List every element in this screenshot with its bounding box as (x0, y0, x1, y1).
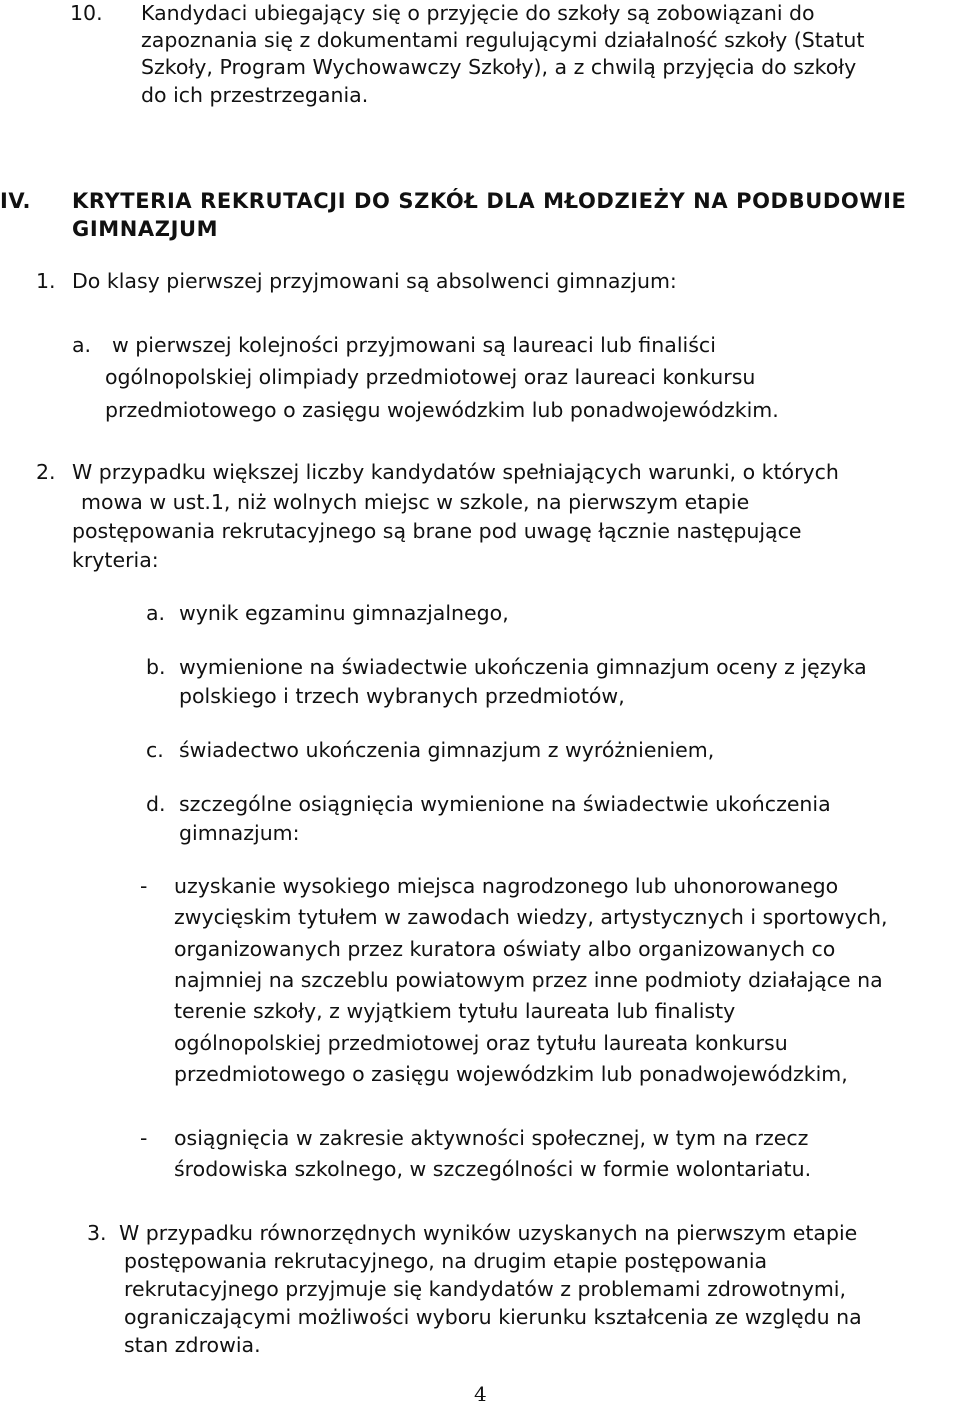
section-title-line: KRYTERIA REKRUTACJI DO SZKÓŁ DLA MŁODZIEŻY NA PODBUDOWIE (72, 189, 907, 213)
point-3-line: rekrutacyjnego przyjmuje się kandydatów z problemami zdrowotnymi, (124, 1277, 847, 1301)
dash-item-line: przedmiotowego o zasięgu wojewódzkim lub ponadwojewódzkim, (174, 1062, 848, 1086)
criterion-line: świadectwo ukończenia gimnazjum z wyróżnieniem, (179, 738, 715, 762)
point-2-line: postępowania rekrutacyjnego są brane pod uwagę łącznie następujące (72, 519, 802, 543)
point-1-number: 1. (36, 269, 56, 293)
point-3-line: stan zdrowia. (124, 1333, 261, 1357)
dash-bullet: - (140, 1126, 148, 1150)
criterion-letter: d. (146, 792, 166, 816)
point-3-line: W przypadku równorzędnych wyników uzyskanych na pierwszym etapie (119, 1221, 858, 1245)
dash-item-line: zwycięskim tytułem w zawodach wiedzy, artystycznych i sportowych, (174, 905, 888, 929)
item-10-line: Kandydaci ubiegający się o przyjęcie do szkoły są zobowiązani do (141, 1, 815, 25)
point-1a-line: przedmiotowego o zasięgu wojewódzkim lub ponadwojewódzkim. (105, 398, 779, 422)
dash-item-line: uzyskanie wysokiego miejsca nagrodzonego lub uhonorowanego (174, 874, 839, 898)
point-2-line: kryteria: (72, 548, 159, 572)
criterion-letter: b. (146, 655, 166, 679)
criterion-line: gimnazjum: (179, 821, 300, 845)
point-2-number: 2. (36, 460, 56, 484)
criterion-line: szczególne osiągnięcia wymienione na świadectwie ukończenia (179, 792, 831, 816)
dash-item-line: najmniej na szczeblu powiatowym przez inne podmioty działające na (174, 968, 883, 992)
dash-item-line: organizowanych przez kuratora oświaty albo organizowanych co (174, 937, 836, 961)
criterion-line: wynik egzaminu gimnazjalnego, (179, 601, 509, 625)
point-3-line: ograniczającymi możliwości wyboru kierunku kształcenia ze względu na (124, 1305, 862, 1329)
dash-item-line: ogólnopolskiej przedmiotowej oraz tytułu laureata konkursu (174, 1031, 788, 1055)
point-3-number: 3. (87, 1221, 107, 1245)
section-title-line: GIMNAZJUM (72, 217, 219, 241)
point-1a-line: ogólnopolskiej olimpiady przedmiotowej oraz laureaci konkursu (105, 365, 756, 389)
dash-item-line: terenie szkoły, z wyjątkiem tytułu laureata lub finalisty (174, 999, 736, 1023)
dash-item-line: osiągnięcia w zakresie aktywności społecznej, w tym na rzecz (174, 1126, 809, 1150)
criterion-line: wymienione na świadectwie ukończenia gimnazjum oceny z języka (179, 655, 867, 679)
criterion-letter: c. (146, 738, 164, 762)
item-10-line: Szkoły, Program Wychowawczy Szkoły), a z chwilą przyjęcia do szkoły (141, 55, 857, 79)
dash-bullet: - (140, 874, 148, 898)
point-2-line: W przypadku większej liczby kandydatów spełniających warunki, o których (72, 460, 839, 484)
section-number: IV. (0, 189, 32, 213)
item-10-line: do ich przestrzegania. (141, 83, 369, 107)
item-10-line: zapoznania się z dokumentami regulującymi działalność szkoły (Statut (141, 28, 865, 52)
point-1a-letter: a. (72, 333, 92, 357)
point-1a-line: w pierwszej kolejności przyjmowani są laureaci lub finaliści (112, 333, 716, 357)
point-2-line: mowa w ust.1, niż wolnych miejsc w szkole, na pierwszym etapie (81, 490, 750, 514)
point-1-text: Do klasy pierwszej przyjmowani są absolwenci gimnazjum: (72, 269, 677, 293)
criterion-letter: a. (146, 601, 166, 625)
item-10-number: 10. (70, 1, 103, 25)
point-3-line: postępowania rekrutacyjnego, na drugim etapie postępowania (124, 1249, 768, 1273)
dash-item-line: środowiska szkolnego, w szczególności w formie wolontariatu. (174, 1157, 812, 1181)
page-number: 4 (474, 1382, 487, 1406)
criterion-line: polskiego i trzech wybranych przedmiotów, (179, 684, 625, 708)
